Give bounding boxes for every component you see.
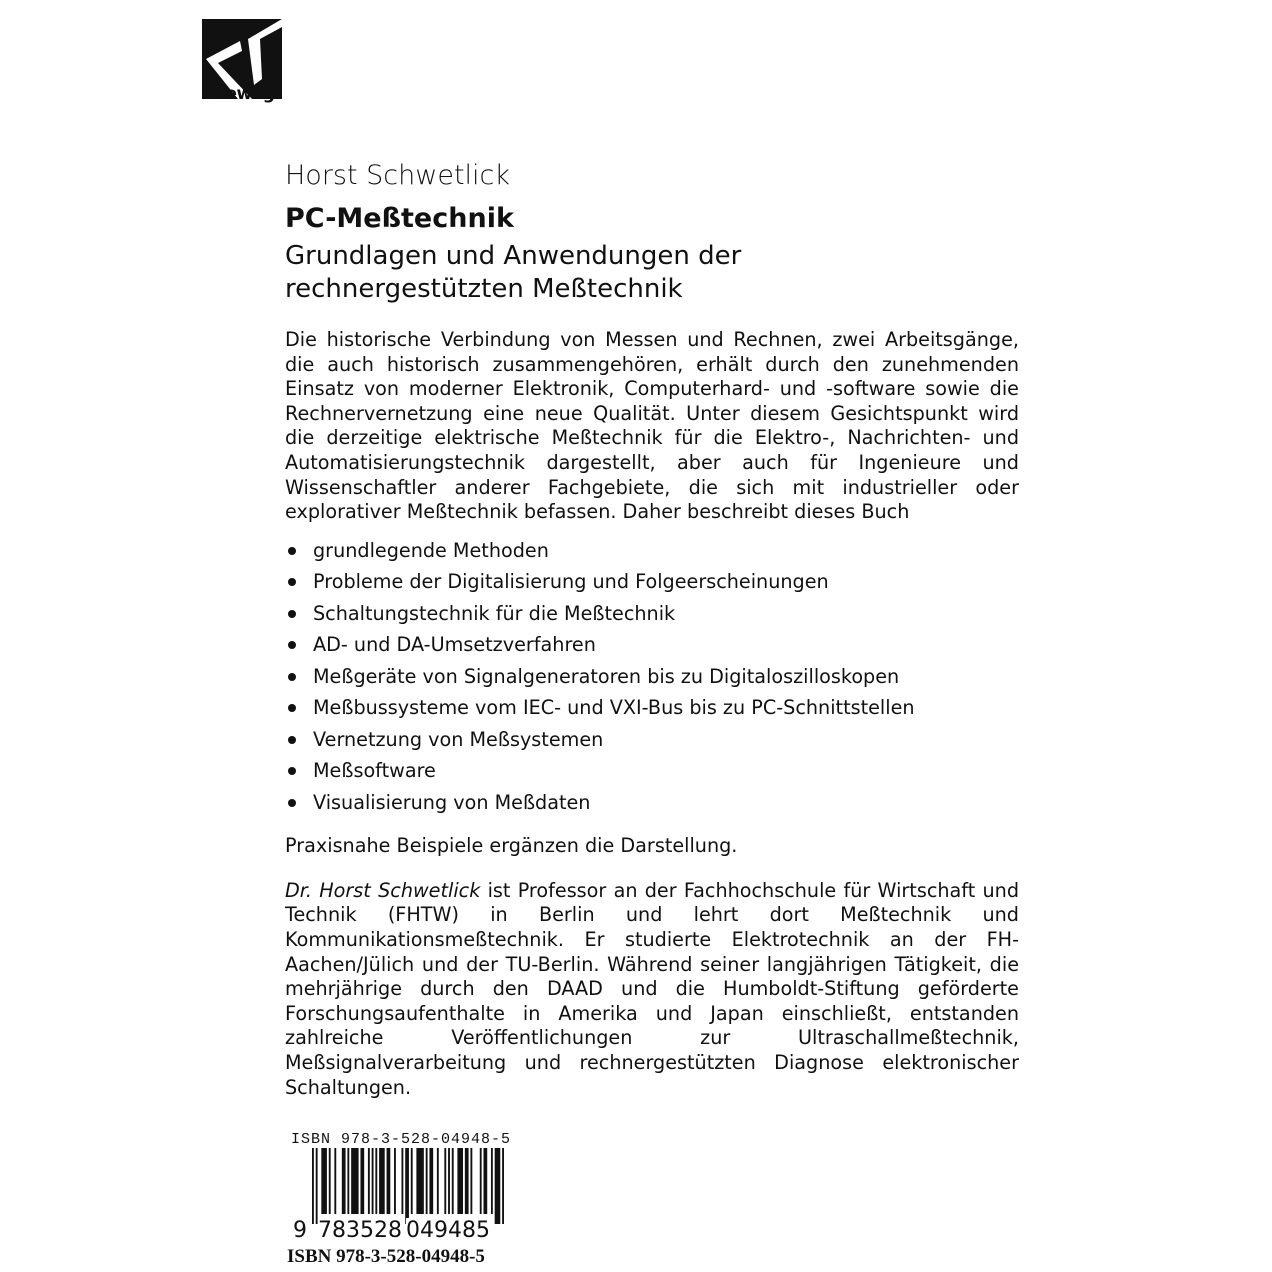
barcode-bar (347, 1148, 349, 1214)
barcode-bar (351, 1148, 358, 1214)
list-item (285, 692, 1019, 724)
practice-note: Praxisnahe Beispiele ergänzen die Darstellung. (285, 834, 738, 858)
barcode-bar (312, 1148, 314, 1224)
author-name: Horst Schwetlick (285, 160, 511, 191)
barcode-bar (480, 1148, 482, 1214)
barcode-bar (457, 1148, 463, 1214)
list-item-text: Meßbussysteme vom IEC- und VXI-Bus bis zu PC-Schnittstellen (313, 696, 915, 720)
list-item-text: Probleme der Digitalisierung und Folgeerscheinungen (313, 570, 829, 594)
barcode-bar (405, 1148, 409, 1224)
barcode-bar (401, 1148, 403, 1214)
barcode-digit-first: 9 (293, 1218, 307, 1243)
bullet-icon (288, 767, 296, 775)
description: Die historische Verbindung von Messen und Rechnen, zwei Arbeitsgänge, die auch historisch zusammengehören, erhält durch den zunehmenden Einsatz von moderner Elektronik, Computerhard- und -software sowie die Rechnervernetzung eine neue Qualität. Unter diesem Gesichtspunkt wird die derzeitige elektrische Meßtechnik für die Elektro-, Nachrichten- und Automatisierungstechnik dargestellt, aber auch für Ingenieure und Wissenschaftler anderer Fachgebiete, die sich mit industrieller oder explorativer Meßtechnik befassen. Daher beschreibt dieses Buch (285, 328, 1019, 524)
barcode-bar (321, 1148, 327, 1214)
list-item-text: AD- und DA-Umsetzverfahren (313, 633, 596, 657)
list-item (285, 598, 1019, 630)
bullet-icon (288, 610, 296, 618)
barcode-digits-left: 783528 (318, 1218, 402, 1243)
barcode-bar (329, 1148, 331, 1214)
barcode-bar (491, 1148, 493, 1214)
barcode-bar (448, 1148, 450, 1214)
list-item (285, 535, 1019, 567)
list-item-text: Vernetzung von Meßsystemen (313, 727, 604, 751)
barcode-bar (375, 1148, 377, 1214)
bullet-icon (288, 799, 296, 807)
bullet-icon (288, 736, 296, 744)
barcode-bar (426, 1148, 428, 1214)
bio-text: ist Professor an der Fachhochschule für Wirtschaft und Technik (FHTW) in Berlin und lehrt dort Meßtechnik und Kommunikationsmeßtechnik. Er studierte Elektrotechnik an der FH-Aachen/Jülich und der TU-Berlin. Während seiner langjährigen Tätigkeit, die mehrjährige durch den DAAD und die Humboldt-Stiftung geförderte Forschungsaufenthalte in Amerika und Japan einschließt, entstanden zahlreiche Veröffentlichungen zur Ultraschallmeßtechnik, Meßsignalverarbeitung und rechnergestützten Diagnose elektronischer Schaltungen. (285, 878, 1019, 1099)
cover-text (285, 158, 1019, 1100)
list-item (285, 755, 1019, 787)
bullet-icon (288, 547, 296, 555)
barcode-bar (334, 1148, 336, 1214)
topic-list (285, 535, 1019, 819)
bio-name: Dr. Horst Schwetlick (285, 878, 481, 902)
barcode-bar (387, 1148, 391, 1214)
list-item-text: Meßgeräte von Signalgeneratoren bis zu Digitaloszilloskopen (313, 664, 900, 688)
list-item-text: Meßsoftware (313, 759, 436, 783)
list-item (285, 661, 1019, 693)
isbn-top: ISBN 978-3-528-04948-5 (291, 1131, 512, 1148)
list-item (285, 724, 1019, 756)
barcode-bar (444, 1148, 446, 1214)
barcode-digits (293, 1218, 490, 1243)
list-item-text: Schaltungstechnik für die Meßtechnik (313, 601, 676, 625)
barcode-bar (368, 1148, 370, 1214)
barcode-bar (470, 1148, 472, 1214)
barcode-bar (411, 1148, 413, 1214)
barcode-bar (483, 1148, 487, 1214)
barcode-bar (394, 1148, 396, 1214)
barcode-bar (416, 1148, 423, 1214)
author-bio (285, 879, 1019, 1100)
bullet-icon (288, 578, 296, 586)
isbn-bottom: ISBN 978-3-528-04948-5 (287, 1246, 485, 1267)
bullet-icon (288, 673, 296, 681)
barcode-bar (429, 1148, 433, 1214)
list-item (285, 629, 1019, 661)
subtitle-line-1: Grundlagen und Anwendungen der (285, 241, 742, 271)
subtitle-line-2: rechnergestützten Meßtechnik (285, 274, 683, 304)
bullet-icon (288, 641, 296, 649)
list-item-text: grundlegende Methoden (313, 538, 549, 562)
barcode-bar (379, 1148, 385, 1214)
list-item (285, 566, 1019, 598)
book-title: PC-Meßtechnik (285, 203, 514, 234)
barcode-bar (360, 1148, 364, 1214)
barcode-bar (437, 1148, 439, 1214)
barcode-bar (452, 1148, 454, 1214)
barcode-bar (342, 1148, 346, 1214)
barcode-digits-right: 049485 (405, 1218, 490, 1243)
list-item-text: Visualisierung von Meßdaten (313, 790, 591, 814)
barcode-bar (495, 1148, 501, 1224)
barcode-bar (502, 1148, 504, 1224)
barcode (312, 1148, 504, 1224)
barcode-bar (316, 1148, 318, 1224)
barcode-bar (465, 1148, 469, 1214)
publisher-logo-text: vieweg (209, 84, 275, 104)
barcode-bar (372, 1148, 374, 1214)
list-item (285, 787, 1019, 819)
bullet-icon (288, 704, 296, 712)
